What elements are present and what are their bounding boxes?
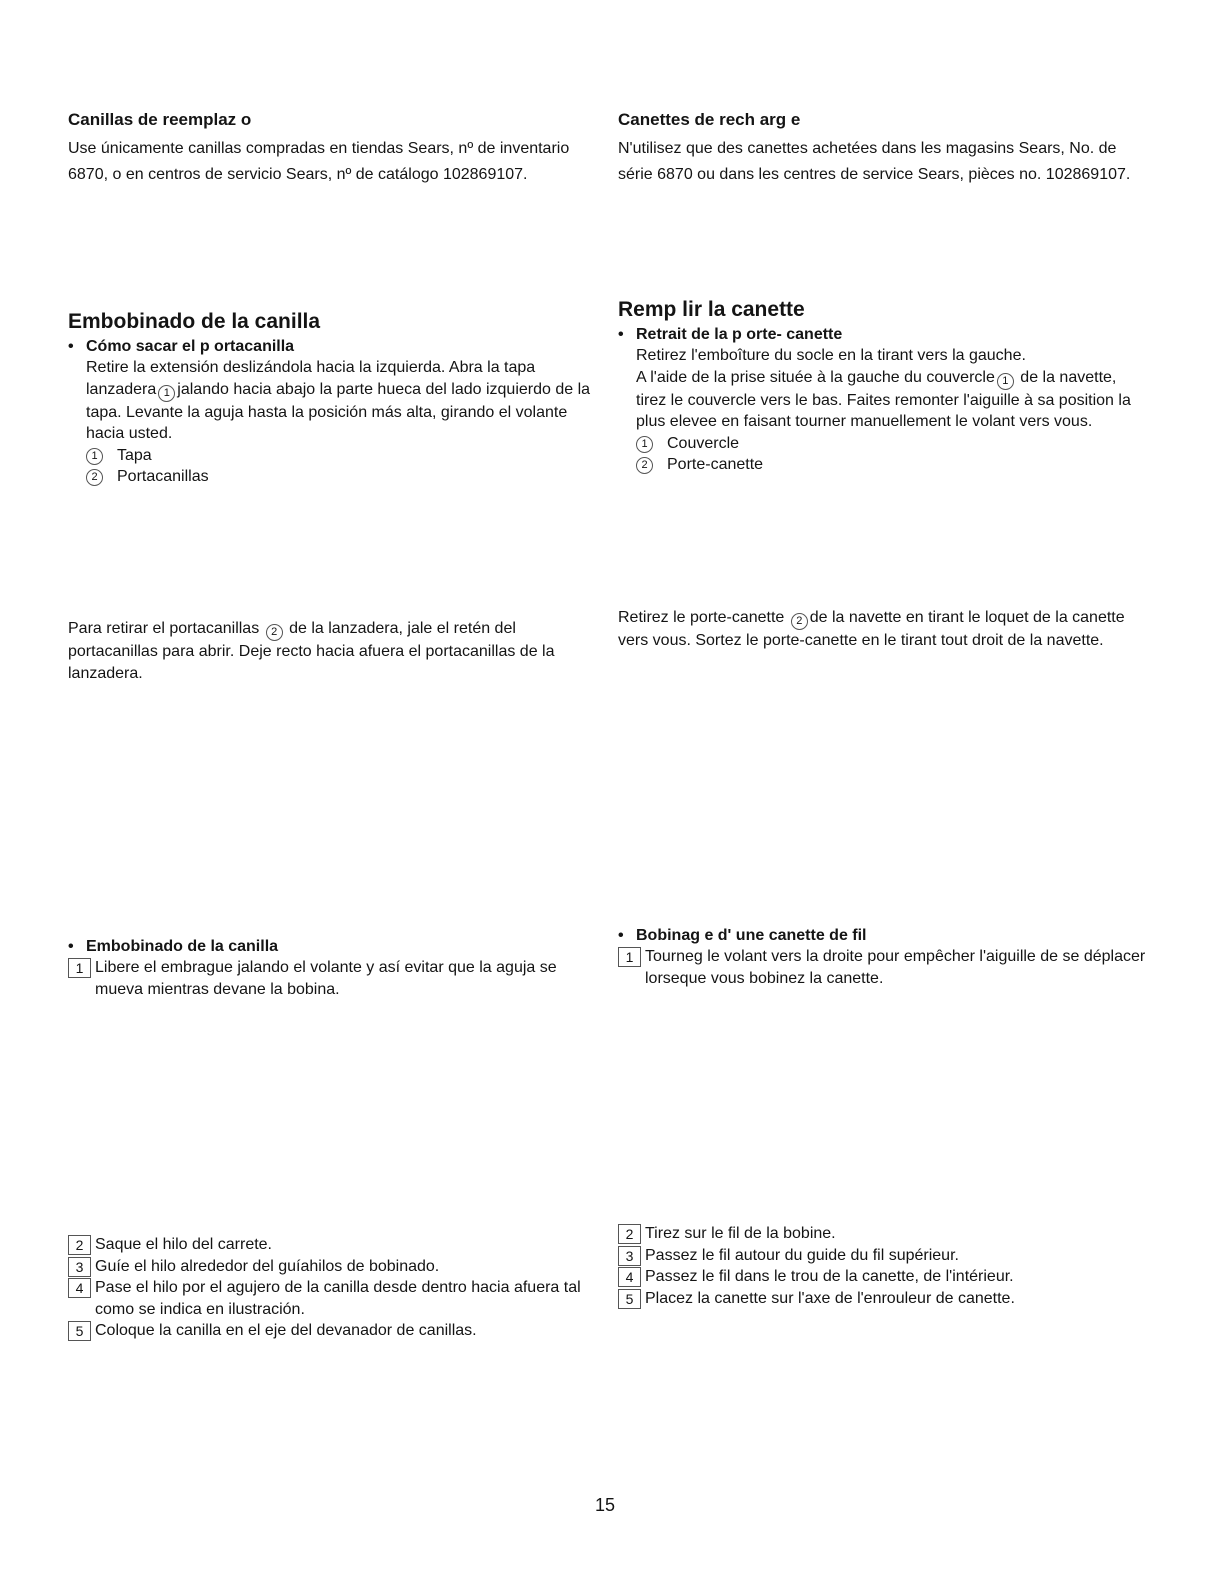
winding-es-text-a: Retire la extensión deslizándola hacia la izquierda. Abra la tapa lanzadera <box>86 359 536 398</box>
replacement-es-title: Canillas de reemplaz o <box>68 110 252 129</box>
step-number: 4 <box>68 1278 91 1298</box>
winding-es-text <box>86 357 598 445</box>
remove-es-text <box>68 618 598 684</box>
winding-es-subheading: • Cómo sacar el p ortacanilla <box>68 336 598 357</box>
callout-1-marker: 1 <box>158 385 175 402</box>
winding-fr-subheading: • Retrait de la p orte- canette <box>618 324 1148 345</box>
legend-label: Portacanillas <box>117 468 209 485</box>
page-number: 15 <box>594 1495 616 1515</box>
step-number: 2 <box>618 1224 641 1244</box>
step-text: Guíe el hilo alrededor del guíahilos de bobinado. <box>95 1257 440 1275</box>
step-number: 3 <box>618 1246 641 1266</box>
step-item <box>618 946 1148 989</box>
winding-fr <box>618 298 1148 476</box>
step-item <box>68 1256 598 1278</box>
step-number: 5 <box>618 1289 641 1309</box>
winding-fr-text-2b: de la navette, tirez le couvercle vers le bas. Faites remonter l'aiguille à sa position la plus elevee en faisant tourner manuellement le volant vers vous. <box>636 368 1131 430</box>
winding-es <box>68 310 598 488</box>
legend-item <box>636 433 1148 455</box>
remove-es-text-a: Para retirar el portacanillas <box>68 620 264 637</box>
winding-es-title: Embobinado de la canilla <box>68 310 321 333</box>
step-item <box>618 1245 1148 1267</box>
callout-marker: 1 <box>636 436 653 453</box>
remove-es <box>68 618 598 684</box>
legend-label: Porte-canette <box>667 456 764 473</box>
step-item <box>618 1266 1148 1288</box>
winding-fr-title: Remp lir la canette <box>618 298 805 321</box>
step-item <box>68 1320 598 1342</box>
callout-1-marker: 1 <box>997 373 1014 390</box>
step-item <box>68 1277 598 1320</box>
step-item <box>618 1223 1148 1245</box>
step-number: 5 <box>68 1321 91 1341</box>
winding-fr-text-2a: A l'aide de la prise située à la gauche du couvercle <box>636 368 995 386</box>
step-number: 1 <box>68 958 91 978</box>
legend-label: Tapa <box>117 446 152 464</box>
remove-fr-text <box>618 607 1148 652</box>
legend-label: Couvercle <box>667 434 740 452</box>
callout-marker: 1 <box>86 448 103 465</box>
remove-fr-text-b: de la navette en tirant le loquet de la canette vers vous. Sortez le porte-canette en le tirant tout droit de la navette. <box>618 609 1125 649</box>
replacement-es <box>68 110 598 188</box>
steps-fr <box>618 1223 1148 1309</box>
remove-fr <box>618 607 1148 652</box>
replacement-es-body: Use únicamente canillas compradas en tiendas Sears, nº de inventario 6870, o en centros de servicio Sears, nº de catálogo 102869107. <box>68 140 570 183</box>
winding-es-text-b: jalando hacia abajo la parte hueca del lado izquierdo de la tapa. Levante la aguja hasta la posición más alta, girando el volante hacia usted. <box>86 380 591 442</box>
step-number: 3 <box>68 1257 91 1277</box>
step-number: 2 <box>68 1235 91 1255</box>
remove-fr-text-a: Retirez le porte-canette <box>618 609 789 626</box>
legend-item <box>636 454 1148 476</box>
callout-marker: 2 <box>636 457 653 474</box>
steps-es <box>68 1234 598 1342</box>
step-item <box>68 1234 598 1256</box>
step1-fr <box>618 925 1148 989</box>
callout-2-marker: 2 <box>266 624 283 641</box>
step-number: 4 <box>618 1267 641 1287</box>
step1-es <box>68 936 598 1000</box>
replacement-fr-body: N'utilisez que des canettes achetées dans les magasins Sears, No. de série 6870 ou dans les centres de service Sears, pièces no. 102869107. <box>618 140 1131 183</box>
step-item <box>68 957 598 1000</box>
legend-item <box>86 466 598 488</box>
step-text: Coloque la canilla en el eje del devanador de canillas. <box>95 1322 477 1339</box>
step-text: Passez le fil autour du guide du fil supérieur. <box>645 1246 959 1264</box>
replacement-fr-title: Canettes de rech arg e <box>618 110 801 129</box>
step-text: Libere el embrague jalando el volante y así evitar que la aguja se mueva mientras devane la bobina. <box>95 959 557 998</box>
replacement-fr <box>618 110 1148 188</box>
legend-item <box>86 445 598 467</box>
callout-2-marker: 2 <box>791 613 808 630</box>
step-text: Tirez sur le fil de la bobine. <box>645 1225 836 1242</box>
step1-es-title: • Embobinado de la canilla <box>68 936 598 957</box>
winding-fr-text-2 <box>636 367 1148 433</box>
step1-fr-title: • Bobinag e d' une canette de fil <box>618 925 1148 946</box>
step-text: Passez le fil dans le trou de la canette, de l'intérieur. <box>645 1268 1014 1285</box>
winding-fr-text-1: Retirez l'emboîture du socle en la tirant vers la gauche. <box>636 347 1026 364</box>
step-item <box>618 1288 1148 1310</box>
step-text: Tourneg le volant vers la droite pour empêcher l'aiguille de se déplacer lorseque vous bobinez la canette. <box>645 948 1146 987</box>
callout-marker: 2 <box>86 469 103 486</box>
step-number: 1 <box>618 947 641 967</box>
step-text: Saque el hilo del carrete. <box>95 1236 272 1253</box>
step-text: Placez la canette sur l'axe de l'enrouleur de canette. <box>645 1289 1015 1307</box>
step-text: Pase el hilo por el agujero de la canilla desde dentro hacia afuera tal como se indica en ilustración. <box>95 1279 581 1318</box>
remove-es-text-b: de la lanzadera, jale el retén del portacanillas para abrir. Deje recto hacia afuera el portacanillas de la lanzadera. <box>68 620 555 682</box>
